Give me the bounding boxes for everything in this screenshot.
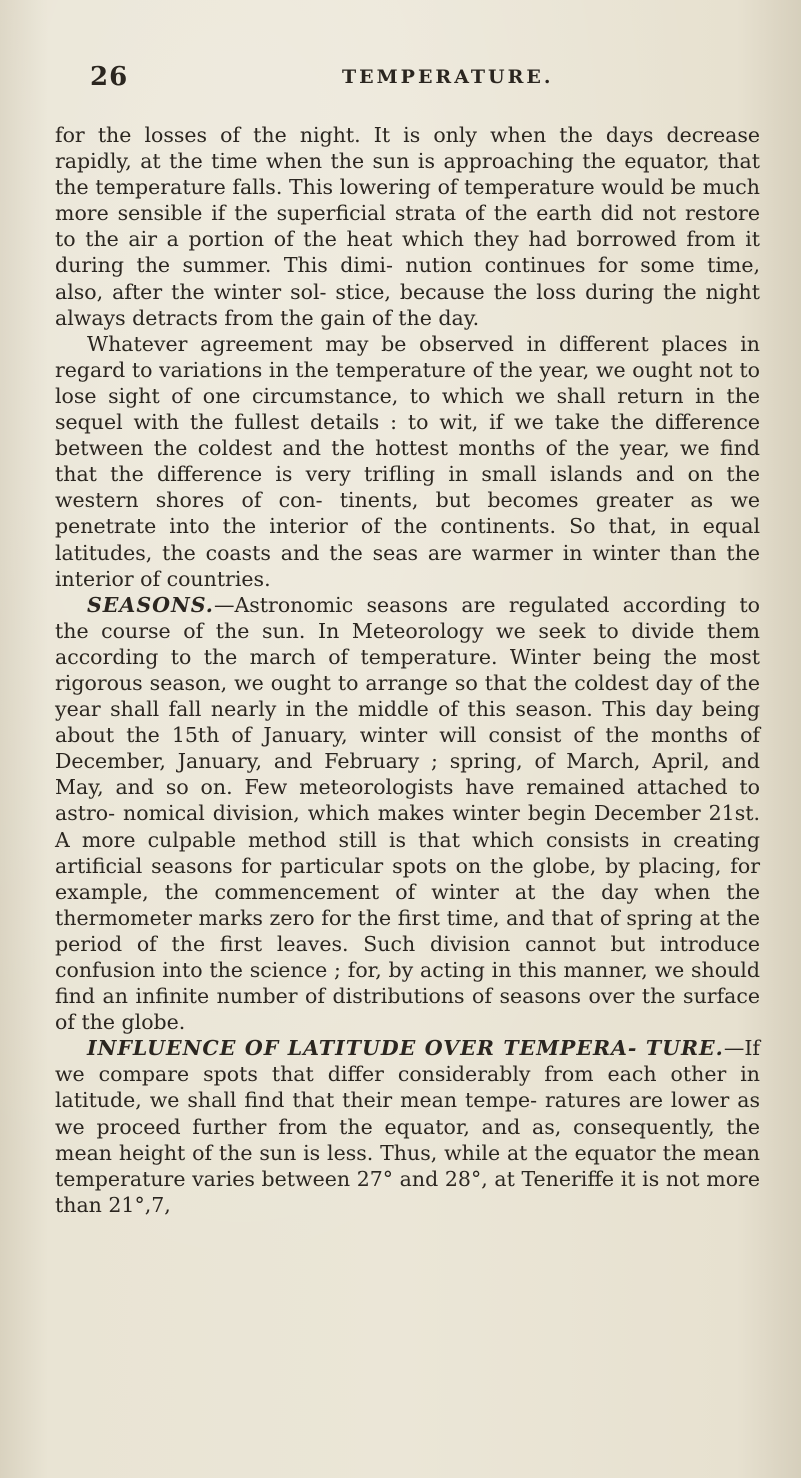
- section-heading-latitude: INFLUENCE OF LATITUDE OVER TEMPERA- TURE.: [87, 1036, 724, 1061]
- paragraph-continuation: [55, 122, 760, 331]
- section-heading-seasons: SEASONS.: [87, 592, 214, 617]
- running-title: TEMPERATURE.: [342, 66, 554, 88]
- running-head: [62, 62, 752, 102]
- paragraph-seasons: [55, 592, 760, 1036]
- paragraph-text: —If we compare spots that differ considerably from each other in latitude, we shall find that their mean tempe- ratures are lower as we proceed further from the equator, and as, consequently, the mean height of the sun is less. Thus, while at the equator the mean temperature varies between 27° and 28°, at Teneriffe it is not more than 21°,7,: [55, 1036, 760, 1217]
- paragraph-text: for the losses of the night. It is only when the days decrease rapidly, at the time when the sun is approaching the equator, that the temperature falls. This lowering of temperature would be much more sensible if the superficial strata of the earth did not restore to the air a portion of the heat which they had borrowed from it during the summer. This dimi- nution continues for some time, also, after the winter sol- stice, because the loss during the night always detracts from the gain of the day.: [55, 123, 760, 330]
- paragraph-text: —Astronomic seasons are regulated according to the course of the sun. In Meteorology we seek to divide them according to the march of temperature. Winter being the most rigorous season, we ought to arrange so that the coldest day of the year shall fall nearly in the middle of this season. This day being about the 15th of January, winter will consist of the months of December, January, and February ; spring, of March, April, and May, and so on. Few meteorologists have remained attached to astro- nomical division, which makes winter begin December 21st. A more culpable method still is that which consists in creating artificial seasons for particular spots on the globe, by placing, for example, the commencement of winter at the day when the thermometer marks zero for the first time, and that of spring at the period of the first leaves. Such division cannot but introduce confusion into the science ; for, by acting in this manner, we should find an infinite number of distributions of seasons over the surface of the globe.: [55, 592, 760, 1035]
- paragraph-latitude: [55, 1035, 760, 1218]
- body-text: [55, 122, 760, 1218]
- paragraph-annual-variation: [55, 331, 760, 592]
- paragraph-text: Whatever agreement may be observed in different places in regard to variations in the temperature of the year, we ought not to lose sight of one circumstance, to which we shall return in the sequel with the fullest details : to wit, if we take the difference between the coldest and the hottest months of the year, we find that the difference is very trifling in small islands and on the western shores of con- tinents, but becomes greater as we penetrate into the interior of the continents. So that, in equal latitudes, the coasts and the seas are warmer in winter than the interior of countries.: [55, 331, 760, 591]
- page-number: 26: [90, 62, 129, 92]
